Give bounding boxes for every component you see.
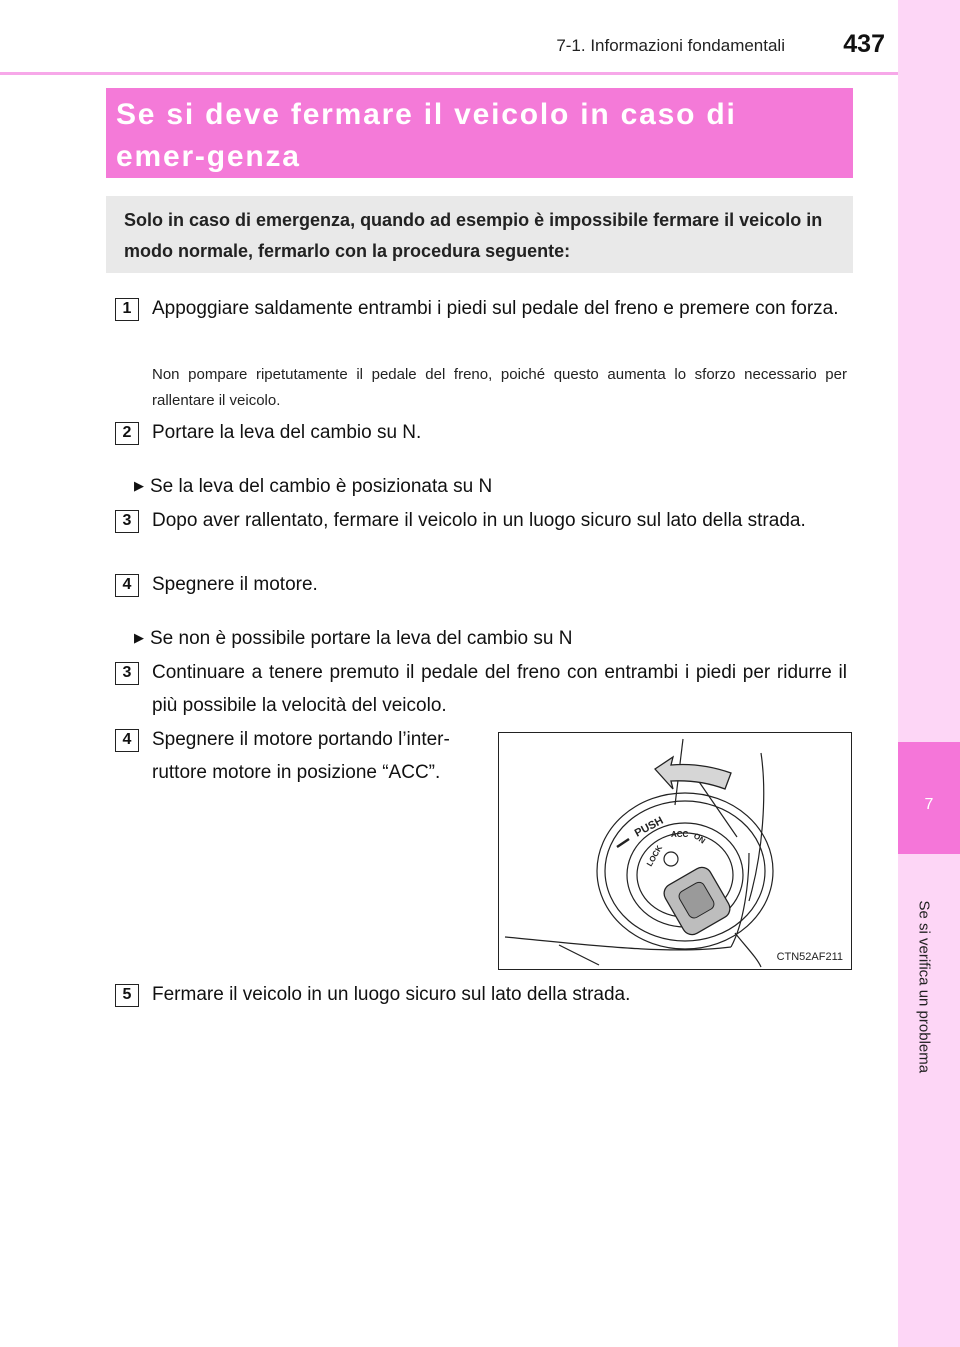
step-number-2: 2	[115, 422, 139, 445]
case-b-heading	[134, 623, 572, 654]
case-b-heading-text: Se non è possibile portare la leva del cambio su N	[150, 628, 573, 649]
triangle-bullet-icon: ▶	[134, 478, 144, 493]
header-rule	[0, 72, 898, 75]
step-text-5b: Fermare il veicolo in un luogo sicuro sul lato della strada.	[152, 984, 631, 1005]
intro-text: Solo in caso di emergenza, quando ad esempio è impossibile fermare il veicolo in modo normale, fermarlo con la procedura seguente:	[124, 210, 823, 261]
case-a-heading-text: Se la leva del cambio è posizionata su N	[150, 476, 493, 497]
chapter-number: 7	[924, 796, 934, 813]
side-band	[898, 0, 960, 1347]
step-number-1: 1	[115, 298, 139, 321]
acc-label: ACC	[671, 830, 689, 839]
case-a-heading	[134, 471, 492, 502]
engine-switch-figure	[498, 732, 852, 970]
step-number-5b: 5	[115, 984, 139, 1007]
page-number: 437	[843, 30, 885, 58]
triangle-bullet-icon: ▶	[134, 630, 144, 645]
step-text-3a: Dopo aver rallentato, fermare il veicolo in un luogo sicuro sul lato della strada.	[152, 510, 806, 531]
step-text-2: Portare la leva del cambio su N.	[152, 422, 422, 443]
step-number-3a: 3	[115, 510, 139, 533]
step-note: Non pompare ripetutamente il pedale del freno, poiché questo aumenta lo sforzo necessario per rallentare il veicolo.	[152, 366, 847, 409]
running-head: 7-1. Informazioni fondamentali	[556, 36, 785, 55]
step-text-3b: Continuare a tenere premuto il pedale del freno con entrambi i piedi per ridurre il più possibile la velocità del veicolo.	[152, 662, 847, 716]
step-number-3b: 3	[115, 662, 139, 685]
chapter-title: Se si verifica un problema	[915, 900, 933, 1074]
section-title: Se si deve fermare il veicolo in caso di emer-genza	[116, 98, 737, 173]
step-number-4a: 4	[115, 574, 139, 597]
step-text-4a: Spegnere il motore.	[152, 574, 318, 595]
step-number-4b: 4	[115, 729, 139, 752]
on-label: ON	[691, 831, 707, 846]
figure-label: CTN52AF211	[776, 951, 843, 963]
push-label: PUSH	[632, 814, 666, 840]
step-text-4b: Spegnere il motore portando l’inter-ruttore motore in posizione “ACC”.	[152, 729, 450, 783]
lock-label: LOCK	[644, 843, 665, 868]
step-text-1: Appoggiare saldamente entrambi i piedi sul pedale del freno e premere con forza.	[152, 298, 839, 319]
engine-switch-illustration	[499, 733, 851, 969]
